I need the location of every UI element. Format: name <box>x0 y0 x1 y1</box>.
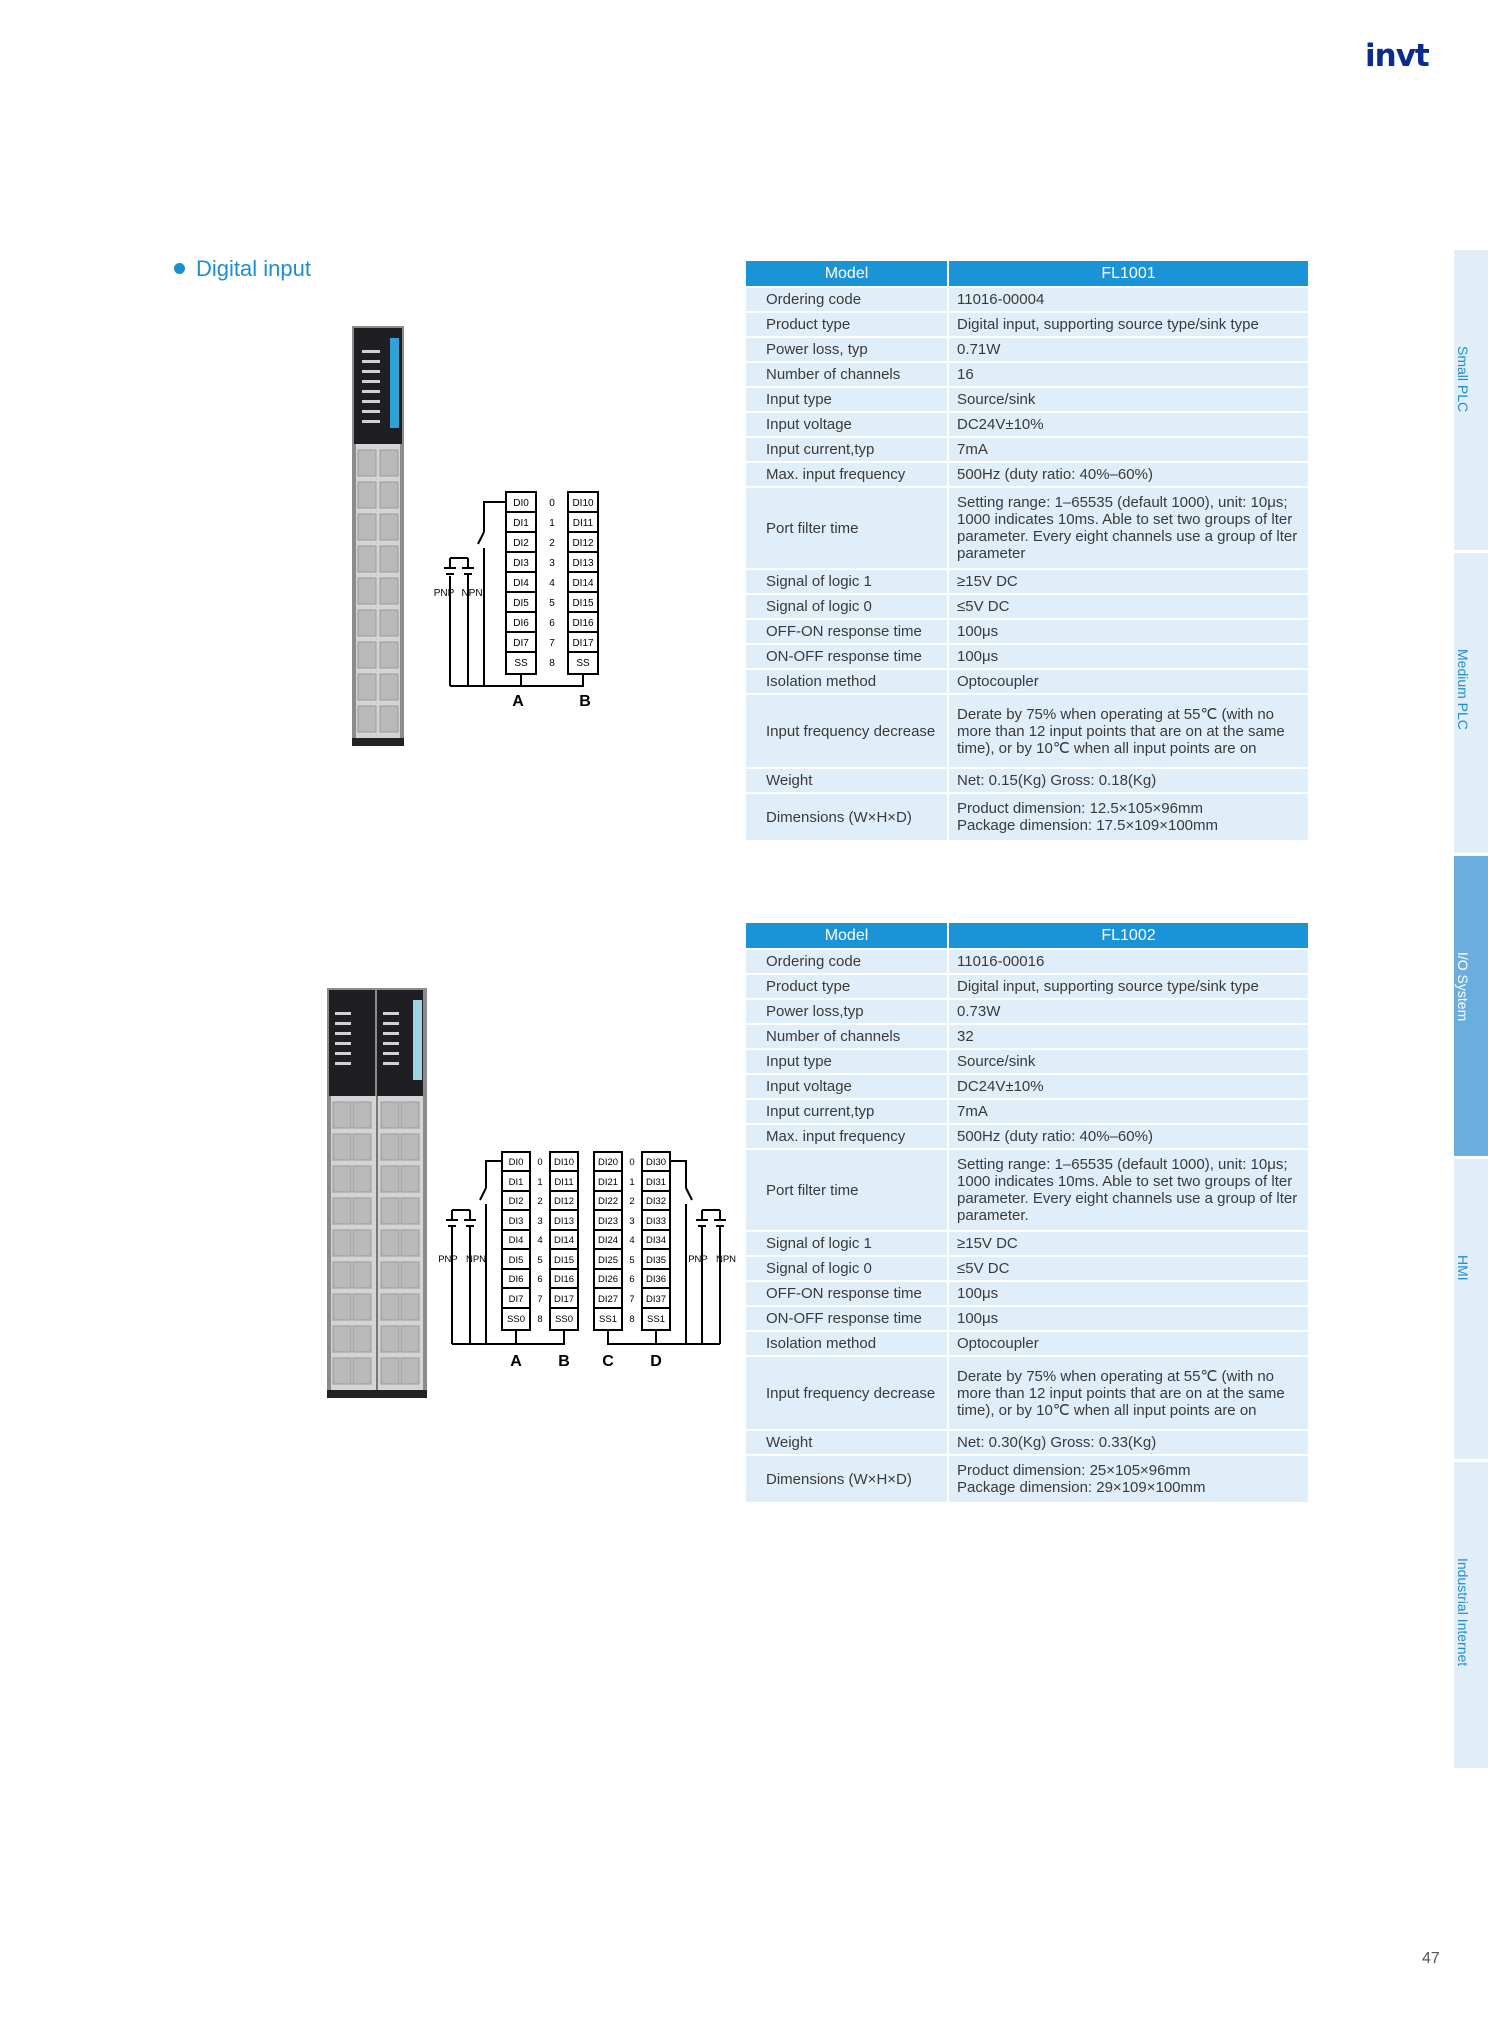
table-row: Max. input frequency 500Hz (duty ratio: 40%–60%) <box>745 1124 1309 1149</box>
terminal-number: 2 <box>549 538 555 549</box>
terminal-label: DI2 <box>513 538 529 549</box>
terminal-label: DI24 <box>597 1235 619 1246</box>
terminal-label: SS <box>576 658 590 669</box>
table-row: Input current,typ 7mA <box>745 1099 1309 1124</box>
pnp-label: PNP <box>433 588 455 599</box>
model-label: Model <box>745 922 948 949</box>
table-row: Input voltage DC24V±10% <box>745 1074 1309 1099</box>
table-row: Product type Digital input, supporting source type/sink type <box>745 312 1309 337</box>
terminal-label: DI10 <box>572 498 594 509</box>
tab-small-plc[interactable]: Small PLC <box>1454 250 1488 550</box>
terminal-number: 4 <box>629 1235 635 1246</box>
terminal-label: DI11 <box>572 518 594 529</box>
terminal-label: DI2 <box>508 1196 524 1207</box>
table-header-row <box>745 260 1309 287</box>
terminal-label: DI5 <box>513 598 529 609</box>
terminal-label: DI23 <box>597 1216 619 1227</box>
page-number: 47 <box>1422 1950 1440 1967</box>
terminal-label: DI10 <box>553 1157 575 1168</box>
terminal-label: DI1 <box>508 1177 524 1188</box>
table-row: Port filter time Setting range: 1–65535 (default 1000), unit: 10μs; 1000 indicates 10ms. Able to set two groups of lter parameter. Every eight channels use a group of lter parameter. <box>745 1149 1309 1231</box>
table-row: OFF-ON response time 100μs <box>745 619 1309 644</box>
table-row: Weight Net: 0.30(Kg) Gross: 0.33(Kg) <box>745 1430 1309 1455</box>
terminal-number: 6 <box>549 618 555 629</box>
model-label: Model <box>745 260 948 287</box>
terminal-number: 8 <box>549 658 555 669</box>
terminal-number: 0 <box>629 1157 635 1168</box>
terminal-label: DI17 <box>572 638 594 649</box>
terminal-label: DI14 <box>572 578 594 589</box>
terminal-label: DI11 <box>554 1177 574 1188</box>
terminal-label: DI13 <box>553 1216 575 1227</box>
terminal-label: DI7 <box>508 1294 524 1305</box>
table-row: Max. input frequency 500Hz (duty ratio: 40%–60%) <box>745 462 1309 487</box>
table-header-row <box>745 922 1309 949</box>
terminal-label: DI17 <box>553 1294 575 1305</box>
terminal-label: DI13 <box>572 558 594 569</box>
fl1002-module-image <box>323 988 433 1400</box>
table-row: Isolation method Optocoupler <box>745 1331 1309 1356</box>
table-row: Input frequency decrease Derate by 75% when operating at 55℃ (with no more than 12 input points that are on at the same time), or by 10℃ when all input points are on <box>745 694 1309 768</box>
terminal-number: 5 <box>549 598 555 609</box>
fl1002-wiring-diagram <box>430 1148 748 1372</box>
column-label-b: B <box>579 693 591 710</box>
terminal-number: 3 <box>537 1216 543 1227</box>
terminal-number: 7 <box>537 1294 543 1305</box>
terminal-label: DI12 <box>553 1196 575 1207</box>
table-row: Number of channels 16 <box>745 362 1309 387</box>
terminal-label: DI31 <box>645 1177 667 1188</box>
terminal-label: DI16 <box>572 618 594 629</box>
terminal-label: DI3 <box>513 558 529 569</box>
terminal-number: 8 <box>629 1314 635 1325</box>
terminal-number: 2 <box>629 1196 635 1207</box>
terminal-number: 5 <box>537 1255 543 1266</box>
terminal-number: 0 <box>537 1157 543 1168</box>
table-row: Signal of logic 1 ≥15V DC <box>745 569 1309 594</box>
table-row: Dimensions (W×H×D) Product dimension: 12.5×105×96mm Package dimension: 17.5×109×100mm <box>745 793 1309 841</box>
terminal-label: DI0 <box>508 1157 524 1168</box>
terminal-label: DI36 <box>645 1274 667 1285</box>
terminal-number: 5 <box>629 1255 635 1266</box>
table-row: Input voltage DC24V±10% <box>745 412 1309 437</box>
fl1002-spec-table <box>744 921 1310 1504</box>
terminal-label: DI4 <box>513 578 529 589</box>
terminal-label: DI6 <box>513 618 529 629</box>
tab-medium-plc[interactable]: Medium PLC <box>1454 553 1488 853</box>
terminal-label: DI33 <box>645 1216 667 1227</box>
table-row: Input frequency decrease Derate by 75% when operating at 55℃ (with no more than 12 input points that are on at the same time), or by 10℃ when all input points are on <box>745 1356 1309 1430</box>
terminal-label: DI20 <box>597 1157 619 1168</box>
terminal-label: DI16 <box>553 1274 575 1285</box>
table-row: Power loss, typ 0.71W <box>745 337 1309 362</box>
terminal-label: DI0 <box>513 498 529 509</box>
npn-label: NPN <box>715 1254 737 1265</box>
table-row: ON-OFF response time 100μs <box>745 1306 1309 1331</box>
terminal-label: DI7 <box>513 638 529 649</box>
npn-label: NPN <box>461 588 483 599</box>
table-row: Signal of logic 0 ≤5V DC <box>745 1256 1309 1281</box>
terminal-label: DI12 <box>572 538 594 549</box>
terminal-label: SS0 <box>507 1314 525 1325</box>
table-row: Signal of logic 1 ≥15V DC <box>745 1231 1309 1256</box>
terminal-number: 2 <box>537 1196 543 1207</box>
section-title: Digital input <box>174 256 311 282</box>
terminal-number: 3 <box>549 558 555 569</box>
table-row: Ordering code 11016-00004 <box>745 287 1309 312</box>
terminal-label: DI6 <box>508 1274 524 1285</box>
terminal-number: 1 <box>629 1177 635 1188</box>
terminal-label: DI32 <box>645 1196 667 1207</box>
terminal-number: 0 <box>549 498 555 509</box>
terminal-number: 1 <box>537 1177 543 1188</box>
column-label-a: A <box>510 1353 522 1370</box>
table-row: Ordering code 11016-00016 <box>745 949 1309 974</box>
terminal-number: 7 <box>629 1294 635 1305</box>
column-label-a: A <box>512 693 524 710</box>
terminal-label: DI14 <box>553 1235 575 1246</box>
terminal-label: DI15 <box>572 598 594 609</box>
column-label-c: C <box>602 1353 614 1370</box>
terminal-number: 3 <box>629 1216 635 1227</box>
terminal-label: DI4 <box>508 1235 524 1246</box>
table-row: Power loss,typ 0.73W <box>745 999 1309 1024</box>
fl1001-module-image <box>348 326 410 748</box>
terminal-number: 7 <box>549 638 555 649</box>
column-label-b: B <box>558 1353 570 1370</box>
terminal-number: 4 <box>549 578 555 589</box>
terminal-label: DI30 <box>645 1157 667 1168</box>
tab-hmi[interactable]: HMI <box>1454 1159 1488 1459</box>
terminal-label: DI3 <box>508 1216 524 1227</box>
pnp-label: PNP <box>688 1254 708 1265</box>
table-row: Number of channels 32 <box>745 1024 1309 1049</box>
table-row: Signal of logic 0 ≤5V DC <box>745 594 1309 619</box>
table-row: ON-OFF response time 100μs <box>745 644 1309 669</box>
fl1001-wiring-diagram <box>428 488 628 710</box>
terminal-label: DI27 <box>597 1294 619 1305</box>
bullet-icon <box>174 263 185 274</box>
terminal-label: SS0 <box>555 1314 573 1325</box>
table-row: Dimensions (W×H×D) Product dimension: 25×105×96mm Package dimension: 29×109×100mm <box>745 1455 1309 1503</box>
table-row: Weight Net: 0.15(Kg) Gross: 0.18(Kg) <box>745 768 1309 793</box>
fl1001-spec-table <box>744 259 1310 842</box>
terminal-number: 1 <box>549 518 555 529</box>
table-row: Isolation method Optocoupler <box>745 669 1309 694</box>
npn-label: NPN <box>465 1254 487 1265</box>
terminal-label: DI26 <box>597 1274 619 1285</box>
table-row: Input type Source/sink <box>745 1049 1309 1074</box>
terminal-label: DI25 <box>597 1255 619 1266</box>
table-row: Input current,typ 7mA <box>745 437 1309 462</box>
terminal-number: 4 <box>537 1235 543 1246</box>
terminal-label: DI21 <box>597 1177 619 1188</box>
invt-logo: invt <box>1365 38 1429 74</box>
terminal-label: DI37 <box>645 1294 667 1305</box>
terminal-label: DI5 <box>508 1255 524 1266</box>
terminal-label: SS1 <box>599 1314 617 1325</box>
table-row: Product type Digital input, supporting source type/sink type <box>745 974 1309 999</box>
terminal-number: 6 <box>629 1274 635 1285</box>
table-row: Port filter time Setting range: 1–65535 (default 1000), unit: 10μs; 1000 indicates 10ms. Able to set two groups of lter parameter. Every eight channels use a group of lter parameter <box>745 487 1309 569</box>
terminal-label: DI1 <box>513 518 529 529</box>
pnp-label: PNP <box>438 1254 458 1265</box>
table-row: OFF-ON response time 100μs <box>745 1281 1309 1306</box>
terminal-label: DI34 <box>645 1235 667 1246</box>
tab-industrial-internet[interactable]: Industrial Internet <box>1454 1462 1488 1768</box>
model-value: FL1002 <box>948 922 1309 949</box>
terminal-label: DI35 <box>645 1255 667 1266</box>
terminal-label: DI22 <box>597 1196 619 1207</box>
table-row: Input type Source/sink <box>745 387 1309 412</box>
terminal-label: SS <box>514 658 528 669</box>
model-value: FL1001 <box>948 260 1309 287</box>
column-label-d: D <box>650 1353 662 1370</box>
tab-io-system[interactable]: I/O System <box>1454 856 1488 1156</box>
terminal-label: DI15 <box>553 1255 575 1266</box>
terminal-number: 6 <box>537 1274 543 1285</box>
terminal-number: 8 <box>537 1314 543 1325</box>
terminal-label: SS1 <box>647 1314 665 1325</box>
